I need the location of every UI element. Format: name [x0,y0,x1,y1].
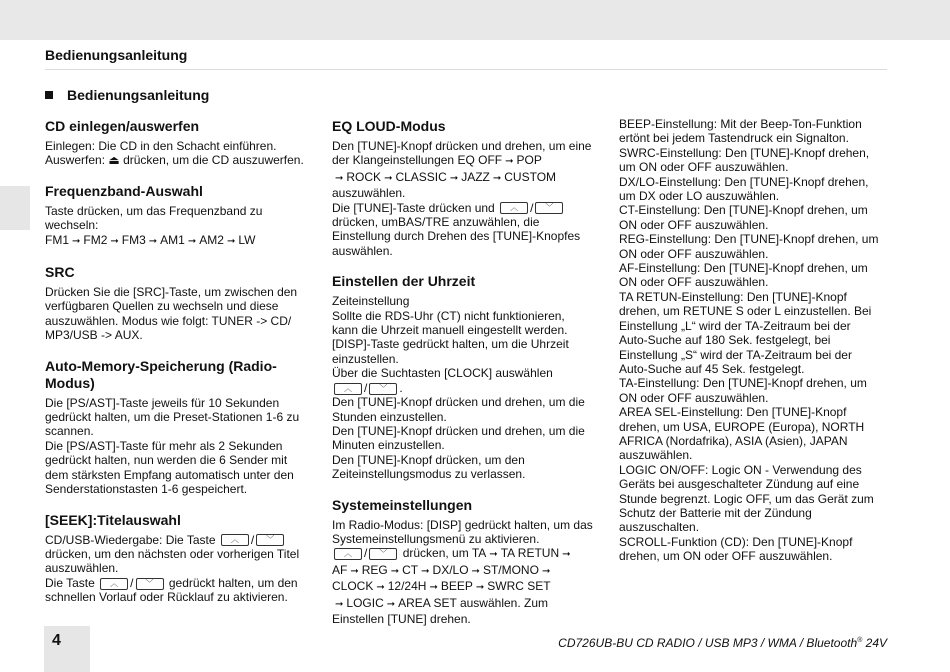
freq-block [45,183,307,249]
page-number: 4 [52,632,61,649]
ams-text-1: Die [PS/AST]-Taste jeweils für 10 Sekunden gedrückt halten, um die Preset-Stationen 1-6 zu scannen. [45,395,300,439]
arrow-right-icon: ➞ [429,582,438,594]
sys-end: auswählen. Zum Einstellen [TUNE] drehen. [332,595,548,626]
setting-line: AF-Einstellung: Den [TUNE]-Knopf drehen, um ON oder OFF auszuwählen. [619,261,868,290]
down-key-icon: ﹀ [136,578,164,590]
sys-text-2a: drücken, um [402,546,469,561]
clock-after: Den [TUNE]-Knopf drücken, um den Zeiteinstellungsmodus zu verlassen. [332,452,526,482]
sys-item: 12/24H [387,579,427,594]
seek-text-2: Die Taste ︿ / ﹀ gedrückt halten, um den schnellen Vorlauf oder Rücklauf zu aktivieren. [45,575,298,605]
clock-line: Über die Suchtasten [CLOCK] auswählen [332,366,553,381]
setting-line: REG-Einstellung: Den [TUNE]-Knopf drehen, um ON oder OFF auszuwählen. [619,232,879,261]
eq-block [332,118,594,258]
down-key-icon: ﹀ [369,548,397,560]
bullet-square-icon [45,91,53,99]
section-heading [45,87,209,103]
eq-mode: POP [516,153,542,168]
seek-title: [SEEK]:Titelauswahl [45,511,181,528]
clock-after: Den [TUNE]-Knopf drücken und drehen, um die Stunden einzustellen. [332,395,585,424]
arrow-right-icon: ➞ [489,549,498,561]
sys-text-2: ︿ / ﹀ drücken, um TA ➞ TA RETUN ➞ AF ➞ REG ➞ CT ➞ DX/LO ➞ ST/MONO ➞ CLOCK ➞ 12/24H ➞ BEEP ➞ SWRC SET ➞ LOGIC ➞ AREA SET auswählen. Zum Einstellen [TUNE] drehen. [332,546,571,626]
top-bar [0,0,950,40]
section-title: Bedienungsanleitung [67,87,210,103]
setting-line: TA-Einstellung: Den [TUNE]-Knopf drehen, um ON oder OFF auszuwählen. [619,376,867,405]
eq-mode: ROCK [346,169,382,184]
footer-volt: 24V [862,636,887,650]
clock-line: [DISP]-Taste gedrückt halten, um die Uhrzeit einzustellen. [332,337,569,366]
up-key-icon: ︿ [100,578,128,590]
eq-text-1end: auszuwählen. [332,186,406,201]
setting-line: SCROLL-Funktion (CD): Den [TUNE]-Knopf drehen, um ON oder OFF auszuwählen. [619,534,853,564]
arrow-right-icon: ➞ [475,582,485,594]
arrow-right-icon: ➞ [335,172,344,184]
down-key-icon: ﹀ [535,202,563,214]
setting-line: LOGIC ON/OFF: Logic ON - Verwendung des Geräts bei ausgeschalteter Zündung auf eine Stunde begrenzt. Logic OFF, um das Gerät zum Schutz der Batterie mit der Zündung auszuschalten. [619,462,874,535]
page-header: Bedienungsanleitung [45,47,188,63]
arrow-right-icon: ➞ [187,235,197,247]
setting-line: DX/LO-Einstellung: Den [TUNE]-Knopf drehen, um DX oder LO auszuwählen. [619,174,869,204]
band: AM2 [199,232,224,247]
arrow-right-icon: ➞ [562,549,571,561]
eq-text-2b: drücken, umBAS/TRE anzuwählen, die Einstellung durch Drehen des [TUNE]-Knopfes auswählen. [332,215,581,258]
arrow-right-icon: ➞ [376,582,385,594]
eq-text-2: Die [TUNE]-Taste drücken und ︿ / ﹀ drücken, umBAS/TRE anzuwählen, die Einstellung durch Drehen des [TUNE]-Knopfes auswählen. [332,200,581,258]
arrow-right-icon: ➞ [226,235,236,247]
sys-item: SWRC SET [487,579,551,594]
arrow-right-icon: ➞ [390,565,400,577]
sys-item: AF [332,562,348,577]
up-key-icon: ︿ [334,383,362,395]
arrow-right-icon: ➞ [505,156,514,168]
footer-model [558,636,887,650]
arrow-right-icon: ➞ [386,598,396,610]
sys-item: AREA SET [398,595,457,610]
ams-text-2: Die [PS/AST]-Taste für mehr als 2 Sekunden gedrückt halten, nun werden die 6 Sender mit dem stärksten Empfang automatisch unter den Senderstationstasten 1-6 gespeichert. [45,438,294,497]
eq-mode: JAZZ [461,169,490,184]
sys-text-1: Im Radio-Modus: [DISP] gedrückt halten, um das Systemeinstellungsmenü zu aktivieren. [332,517,593,546]
footer-model-text: CD726UB-BU CD RADIO / USB MP3 / WMA / Bluetooth [558,636,858,650]
arrow-right-icon: ➞ [421,565,430,577]
column-3 [619,117,881,564]
setting-line: AREA SEL-Einstellung: Den [TUNE]-Knopf drehen, um USA, EUROPE (Europa), NORTH AFRICA (Nordafrika), ASIA (Asien), JAPAN auszuwählen. [619,405,865,463]
sys-block [332,497,594,627]
eq-text-1 [332,139,594,201]
ams-title: Auto-Memory-Speicherung (Radio-Modus) [45,357,277,391]
sys-item: CLOCK [332,579,374,594]
sys-title: Systemeinstellungen [332,496,473,513]
freq-text: Taste drücken, um das Frequenzband zu wechseln: [45,203,263,233]
arrow-right-icon: ➞ [350,565,359,577]
clock-block [332,273,594,481]
freq-bands [45,233,307,249]
sys-item: REG [361,562,388,577]
band: FM1 [45,232,69,247]
cd-text-1: Einlegen: Die CD in den Schacht einführen. [45,139,277,153]
seek-text-2a: Die Taste [45,575,95,590]
band: FM3 [121,232,146,247]
side-tab [0,186,30,230]
band: LW [238,232,256,247]
eq-text-2a: Die [TUNE]-Taste drücken und [332,200,495,215]
arrow-right-icon: ➞ [471,565,480,577]
eject-icon: ⏏ [108,153,120,168]
cd-block [45,118,307,168]
sys-item: BEEP [440,579,473,594]
seek-text-1: CD/USB-Wiedergabe: Die Taste ︿ / ﹀ drücken, um den nächsten oder vorherigen Titel auszuwählen. [45,532,300,576]
eq-title: EQ LOUD-Modus [332,118,446,134]
cd-text-2a: Auswerfen: [45,153,106,168]
setting-line: CT-Einstellung: Den [TUNE]-Knopf drehen, um ON oder OFF auszuwählen. [619,203,868,232]
eq-text-1a: Den [TUNE]-Knopf drücken und drehen, um eine der Klangeinstellungen [332,139,592,168]
footer-reg: ® [857,637,863,644]
sys-item: TA RETUN [500,546,560,561]
arrow-right-icon: ➞ [492,172,502,184]
sys-item: ST/MONO [482,562,539,577]
clock-after: Den [TUNE]-Knopf drücken und drehen, um die Minuten einzustellen. [332,423,585,453]
up-key-icon: ︿ [334,548,362,560]
arrow-right-icon: ➞ [72,235,81,247]
column-1 [45,118,307,620]
sys-item: LOGIC [346,595,384,610]
sys-item: CT [402,562,419,577]
setting-line: TA RETUN-Einstellung: Den [TUNE]-Knopf drehen, um RETUNE S oder L einzustellen. Bei Einstellung „L“ wird der TA-Zeitraum bei der Auto-Suche auf 180 Sek. festgelegt, bei Einstellung „S“ wird der TA-Zeitraum bei der Auto-Suche auf 45 Sek. festgelegt. [619,289,872,376]
freq-title: Frequenzband-Auswahl [45,182,203,199]
eq-mode: CLASSIC [395,169,447,184]
setting-line: SWRC-Einstellung: Den [TUNE]-Knopf drehen, um ON oder OFF auszuwählen. [619,145,870,175]
arrow-right-icon: ➞ [384,172,393,184]
header-rule [45,69,887,70]
sys-item: DX/LO [432,562,469,577]
setting-line: BEEP-Einstellung: Mit der Beep-Ton-Funktion ertönt bei jedem Tastendruck ein Signalton. [619,117,862,146]
arrow-right-icon: ➞ [449,172,459,184]
clock-keys: ︿ / ﹀ . [332,381,594,395]
sys-item: TA [471,546,487,561]
src-title: SRC [45,264,75,281]
seek-block [45,512,307,605]
eq-mode: CUSTOM [504,169,557,184]
src-text: Drücken Sie die [SRC]-Taste, um zwischen den verfügbaren Quellen zu wechseln und diese auszuwählen. Modus wie folgt: TUNER -> CD/ MP3/USB -> AUX. [45,285,298,343]
src-block [45,264,307,343]
down-key-icon: ﹀ [256,534,284,546]
page-number-box [44,626,90,672]
cd-title: CD einlegen/auswerfen [45,118,200,134]
arrow-right-icon: ➞ [541,565,551,577]
ams-block [45,358,307,497]
arrow-right-icon: ➞ [110,235,119,247]
cd-text-2b: drücken, um die CD auszuwerfen. [123,153,304,168]
up-key-icon: ︿ [221,534,249,546]
seek-text-2b: gedrückt halten, um den schnellen Vorlauf oder Rücklauf zu aktivieren. [45,575,298,605]
clock-title: Einstellen der Uhrzeit [332,273,476,290]
band: FM2 [83,232,108,247]
column-2 [332,118,594,641]
eq-mode: EQ OFF [457,153,503,168]
clock-line: Zeiteinstellung [332,294,410,309]
arrow-right-icon: ➞ [335,598,344,610]
arrow-right-icon: ➞ [148,235,158,247]
down-key-icon: ﹀ [369,383,397,395]
seek-text-1a: CD/USB-Wiedergabe: Die Taste [45,532,216,547]
clock-line: Sollte die RDS-Uhr (CT) nicht funktionieren, kann die Uhrzeit manuell eingestellt werden. [332,308,568,338]
cd-text-2 [45,153,307,167]
up-key-icon: ︿ [500,202,528,214]
band: AM1 [160,232,185,247]
seek-text-1b: drücken, um den nächsten oder vorherigen Titel auszuwählen. [45,546,300,576]
